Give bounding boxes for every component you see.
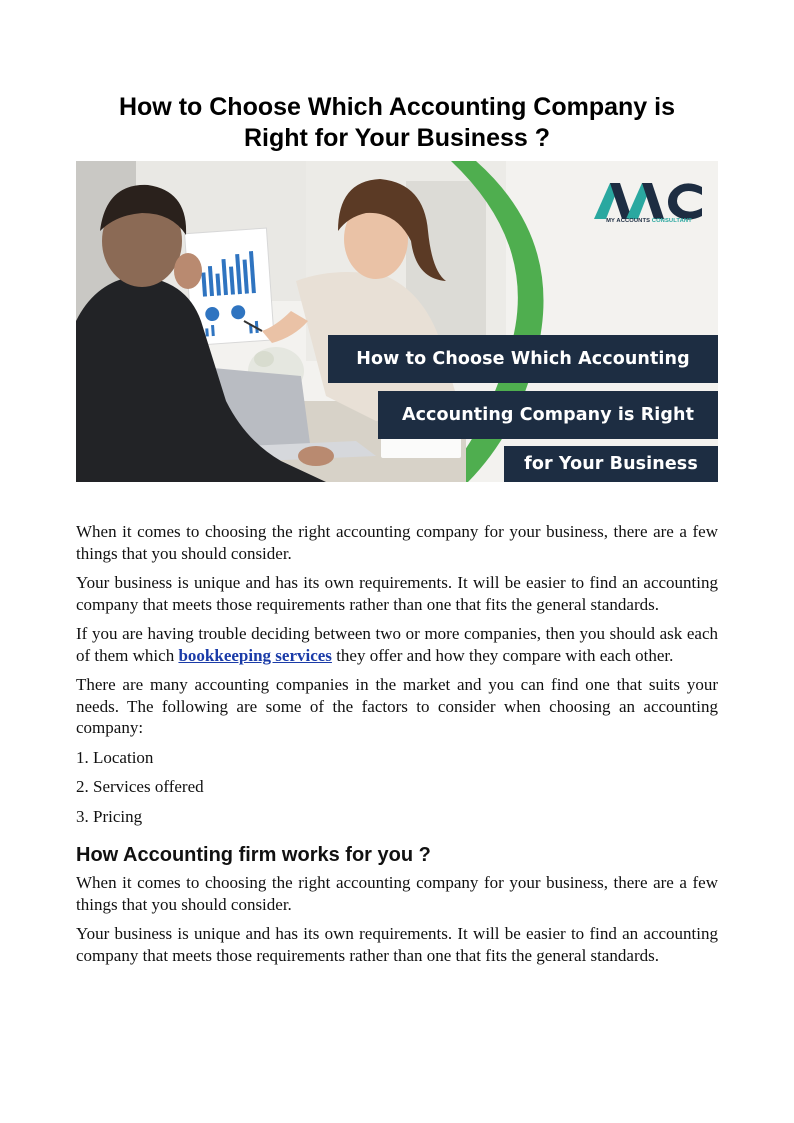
hero-image [76, 161, 718, 482]
list-item: 2. Services offered [76, 777, 204, 796]
page-title [76, 92, 718, 154]
company-logo-text: MY ACCOUNTS CONSULTANT [606, 218, 692, 224]
paragraph: Your business is unique and has its own requirements. It will be easier to find an accounting company that meets those requirements rather than one that fits the general standards. [76, 573, 718, 614]
paragraph: When it comes to choosing the right accounting company for your business, there are a few things that you should consider. [76, 873, 718, 914]
page-title-line-1: How to Choose Which Accounting Company is [118, 93, 676, 121]
article-body [76, 521, 718, 974]
paragraph: There are many accounting companies in the market and you can find one that suits your needs. The following are some of the factors to consider when choosing an accounting company: [76, 675, 718, 737]
page-title-line-2: Right for Your Business ? [243, 124, 551, 152]
hero-banner-line-1: How to Choose Which Accounting [328, 335, 718, 383]
list-item: 3. Pricing [76, 806, 143, 826]
section-heading: How Accounting firm works for you ? [76, 844, 431, 866]
paragraph: If you are having trouble deciding between two or more companies, then you should ask each of them which bookkeeping services they offer and how they compare with each other. [76, 624, 718, 665]
paragraph: When it comes to choosing the right accounting company for your business, there are a few things that you should consider. [76, 522, 718, 563]
hero-banner-line-2: Accounting Company is Right [378, 391, 718, 439]
paragraph: Your business is unique and has its own requirements. It will be easier to find an accounting company that meets those requirements rather than one that fits the general standards. [76, 924, 718, 965]
hero-banner-line-3: for Your Business [504, 446, 718, 482]
bookkeeping-services-link[interactable]: bookkeeping services [178, 645, 332, 665]
list-item: 1. Location [76, 747, 154, 767]
